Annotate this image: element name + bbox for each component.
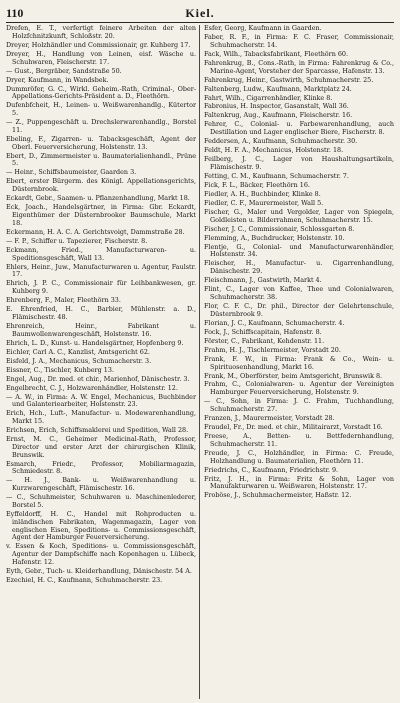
- directory-entry: — F. P., Schiffer u. Tapezierer, Fischerstr. 8.: [6, 236, 148, 245]
- directory-entry: Fock, J., Schiffscapitain, Hafenstr. 8.: [204, 327, 322, 336]
- directory-entry: Ebeling, F., Zigarren- u. Tabacksgeschäft, Agent der Oberl. Feuerversicherung, Holstenstr. 13.: [6, 134, 196, 151]
- directory-entry: Fiedler, A. H., Buchbinder, Klinke 8.: [204, 189, 321, 198]
- directory-entry: Ebert, erster Bürgerm. des Königl. Appellationsgerichts, Düsternbrook.: [6, 177, 196, 194]
- directory-entry: Flor, C. F. C., Dr. phil., Director der Gelehrtenschule, Düsternbrook 9.: [204, 302, 394, 318]
- directory-entry: Erichsen, Erich, Schiffsmaklerei und Spedition, Wall 28.: [6, 426, 189, 435]
- directory-entry: Fehrer, C., Colonial- u. Farbewarenhandlung, auch Destillation und Lager englischer Biere, Fischerstr. 8.: [204, 120, 394, 137]
- directory-entry: Freese, A., Betten- u. Bettfedernhandlung, Schuhmacherstr. 11.: [204, 432, 394, 448]
- directory-entry: Flemming, A., Buchdrucker, Holstenstr. 10.: [204, 233, 345, 242]
- directory-entry: Faltenkrug, Aug., Kaufmann, Fleischerstr. 16.: [204, 111, 353, 120]
- directory-entry: Eckermann, H. A. C. A. Gerichtsvoigt, Dammstraße 28.: [6, 227, 185, 236]
- directory-entry: Feddersen, A., Kaufmann, Schuhmacherstr. 30.: [204, 137, 358, 146]
- directory-entry: Engelbrecht, C. J., Holzwarenhändler, Holstenstr. 12.: [6, 383, 178, 392]
- directory-entry: Fischer, G., Maler und Vergolder, Lager von Spiegeln, Goldleisten u. Bilderrahmen, Schuhmacherstr. 15.: [204, 207, 394, 224]
- directory-entry: Eyth, Gebr., Tuch- u. Kleiderhandlung, Dänischestr. 54 A.: [6, 566, 192, 575]
- directory-entry: Fleischer, H., Manufactur- u. Cigarrenhandlung, Dänischestr. 29.: [204, 259, 394, 276]
- directory-entry: — C., Schuhmeister, Schuhwaren u. Maschinenlederer, Borstel 5.: [6, 493, 196, 509]
- directory-entry: Fischer, J. C., Commissionair, Schlossgarten 8.: [204, 224, 355, 233]
- directory-entry: Dreyer, Holzhändler und Commissionair, gr. Kuhberg 17.: [6, 40, 191, 49]
- directory-entry: — Heinr., Schiffsbaumeister, Gaarden 3.: [6, 168, 137, 177]
- directory-entry: Franzen, J., Maurermeister, Vorstadt 28.: [204, 414, 335, 423]
- directory-entry: Feldt, H. F. A., Mechanicus, Holstenstr. 18.: [204, 146, 344, 155]
- directory-entry: Erich, Hch., Luft-, Manufactur- u. Modewarenhandlung, Markt 15.: [6, 409, 196, 426]
- directory-entry: Fiedler, C. F., Maurermeister, Wall 5.: [204, 198, 324, 207]
- page-number: 110: [6, 6, 24, 20]
- left-column: [6, 25, 196, 699]
- directory-entry: Fetting, C. M., Kaufmann, Schumacherstr. 7.: [204, 171, 349, 180]
- directory-entry: Fahrenkrug, B., Cons.-Rath, in Firma: Fahrenkrug & Co., Marine-Agent, Vorsteher der Sparcasse, Hafenstr. 13.: [204, 58, 394, 75]
- directory-entry: Ebert, D., Zimmermeister u. Baumaterialienhandl., Prüne 5.: [6, 151, 196, 168]
- directory-entry: Faber, R. F., in Firma: F. C. Fraser, Commissionair, Schuhmacherstr. 14.: [204, 32, 394, 49]
- directory-entry: Eichler, Carl A. C., Kanzlist, Amtsgericht 62.: [6, 347, 150, 356]
- directory-entry: Esmarch, Friedr., Professor, Mobiliarmagazin, Schmiedestr. 8.: [6, 459, 196, 476]
- directory-entry: Ezechiel, H. C., Kaufmann, Schuhmacherstr. 23.: [6, 575, 163, 584]
- directory-entry: — H. J., Bank- u. Weißwarenhandlung u. Kurzwarengeschäft, Flämischestr. 16.: [6, 476, 196, 493]
- directory-entry: — Gust., Bergräber, Sandstraße 50.: [6, 66, 122, 75]
- running-title: Kiel.: [185, 6, 215, 20]
- directory-entry: Frahm, C., Colonialwaren- u. Agentur der Vereinigten Hamburger Feuerversicherung, Holstenstr. 9.: [204, 380, 394, 397]
- directory-entry: Eisfeld, J. A., Mechanicus, Schumacherstr. 3.: [6, 356, 152, 365]
- page-header: [6, 4, 394, 22]
- directory-entry: Fleischmann, J., Gastwirth, Markt 4.: [204, 276, 322, 285]
- right-column: [204, 25, 394, 699]
- directory-entry: Förster, C., Fabrikant, Kehdenstr. 11.: [204, 336, 325, 345]
- directory-entry: Fritz, J. H., in Firma: Fritz & Sohn, Lager von Manufakturwaren u. Weißwaren, Holstenstr. 17.: [204, 474, 394, 491]
- directory-entry: Faltenberg, Ludw., Kaufmann, Marktplatz 24.: [204, 84, 352, 93]
- directory-entry: Fick, F. L., Bäcker, Fleethörn 16.: [204, 180, 310, 189]
- directory-entry: — Z., Puppengeschäft u. Drechslerwarenhandlg., Borstel 11.: [6, 118, 196, 134]
- directory-entry: Engel, Aug., Dr. med. et chir., Marienhof, Dänischestr. 3.: [6, 374, 190, 383]
- directory-entry: Dreyer, H., Handlung von Leinen, eisf. Wäsche u. Schuhwaren, Fleischerstr. 17.: [6, 49, 196, 66]
- directory-entry: Ehrich, J. P. C., Commissionair für Leihbankwesen, gr. Kuhberg 9.: [6, 279, 196, 296]
- directory-entry: Freude, J. C., Holzhändler, in Firma: C. Freude, Holzhandlung u. Baumaterialien, Fleethörn 11.: [204, 448, 394, 465]
- directory-entry: Eissner, C., Tischler, Kuhberg 13.: [6, 365, 114, 374]
- directory-entry: Ehlers, Heinr., Juw., Manufacturwaren u. Agentur, Faulstr. 17.: [6, 262, 196, 279]
- directory-entry: Friedrichs, C., Kaufmann, Friedrichstr. 9.: [204, 465, 339, 474]
- directory-entry: Eckmann, Fried., Manufacturwaren- u. Speditionsgeschäft, Wall 13.: [6, 245, 196, 262]
- directory-entry: — A. W., in Firma: A. W. Engel, Mechanicus, Buchbinder und Galanteriearbeiter, Holstenstr. 23.: [6, 392, 196, 409]
- directory-entry: Ehrenberg, F., Maler, Fleethörn 33.: [6, 296, 121, 305]
- directory-entry: Dryer, Kaufmann, in Wandsbek.: [6, 75, 109, 84]
- directory-entry: Fraudel, Fr., Dr. med. et chir., Militairarzt, Vorstadt 16.: [204, 423, 383, 432]
- directory-entry: Fahrenkrug, Heinr., Gastwirth, Schuhmacherstr. 25.: [204, 75, 374, 84]
- directory-entry: Eckardt, Gebr., Saamen- u. Pflanzenhandlung, Markt 18.: [6, 194, 190, 203]
- directory-entry: — C., Sohn, in Firma: J. C. Frahm, Tuchhandlung, Schuhmacherstr. 27.: [204, 397, 394, 414]
- directory-entry: Frank, F. W., in Firma: Frank & Co., Wein- u. Spirituosenhandlung, Markt 16.: [204, 354, 394, 371]
- directory-entry: Flint, C., Lager von Kaffee, Thee und Colonialwaren, Schuhmacherstr. 38.: [204, 285, 394, 302]
- directory-entry: Frank, M., Oberförster, beim Amtsgericht, Brunswik 8.: [204, 371, 383, 380]
- directory-entry: Esfer, Georg, Kaufmann in Gaarden.: [204, 25, 322, 32]
- directory-entry: Fack, Wilh., Tabacksfabrikant, Fleethörn 60.: [204, 49, 349, 58]
- directory-entry: Florian, J. C., Kaufmann, Schumacherstr. 4.: [204, 318, 345, 327]
- directory-entry: Dufenbfcheit, H., Leinen- u. Weißwarenhandlg., Kütertor 5.: [6, 101, 196, 118]
- directory-entry: Dummröfer, G. C., Wirkl. Geheim.-Rath, Criminal-, Ober-Appellations-Gerichts-Präsident a. D., Fleethörn.: [6, 84, 196, 101]
- header-rule: [6, 22, 394, 23]
- directory-entry: Flentje, G., Colonial- und Manufacturwarenhändler, Holstenstr. 34.: [204, 242, 394, 259]
- directory-entry: Eyffeldorff, H. C., Handel mit Rohproducten u. inländischen Fabrikaten, Wagenmagazin, Lager von englischen Eisen, Speditions- u. Commissionsgeschäft, Agent der Hamburger Feuerversicherung.: [6, 509, 196, 542]
- directory-entry: Froböse, J., Schuhmachermeister, Haßstr. 12.: [204, 491, 352, 500]
- directory-entry: Eck, Joach., Handelsgärtner, in Firma: Gbr. Eckardt, Eigenthümer der Düsternbrooker Baumschule, Markt 18.: [6, 203, 196, 227]
- directory-entry: Feilberg, J. C., Lager von Haushaltungsartikeln, Flämischestr. 9.: [204, 155, 394, 171]
- column-divider: [199, 25, 200, 699]
- directory-entry: Drefen, E. T., verfertigt feinere Arbeiten der alten Holzfchnitzkunft, Schloßstr. 20.: [6, 25, 196, 40]
- directory-entry: Ehrenreich, Heinr., Fabrikant u. Baumwollenwarengeschäft, Holstenstr. 16.: [6, 321, 196, 338]
- directory-entry: v. Essen & Koch, Speditions- u. Commissionsgeschäft, Agentur der Dampfschiffe nach Kopenhagen u. Lübeck, Hafenstr. 12.: [6, 542, 196, 566]
- directory-entry: Ernst, M. C., Geheimer Medicinal-Rath, Professor, Director und erster Arzt der chirurgischen Klinik, Brunswik.: [6, 435, 196, 459]
- directory-entry: Ehrich, L. D., Kunst- u. Handelsgärtner, Hopfenberg 9.: [6, 338, 184, 347]
- directory-entry: Fahrt, Wilh., Cigarrenhändler, Klinke 8.: [204, 93, 333, 102]
- directory-entry: Frahm, H. J., Tischlermeister, Vorstadt 20.: [204, 345, 341, 354]
- directory-entry: E. Ehrenfried, H. C., Barbier, Mühlenstr. a. D., Flämischestr. 48.: [6, 305, 196, 321]
- directory-entry: Fabronius, H. Inspector, Gasanstalt, Wall 36.: [204, 102, 349, 111]
